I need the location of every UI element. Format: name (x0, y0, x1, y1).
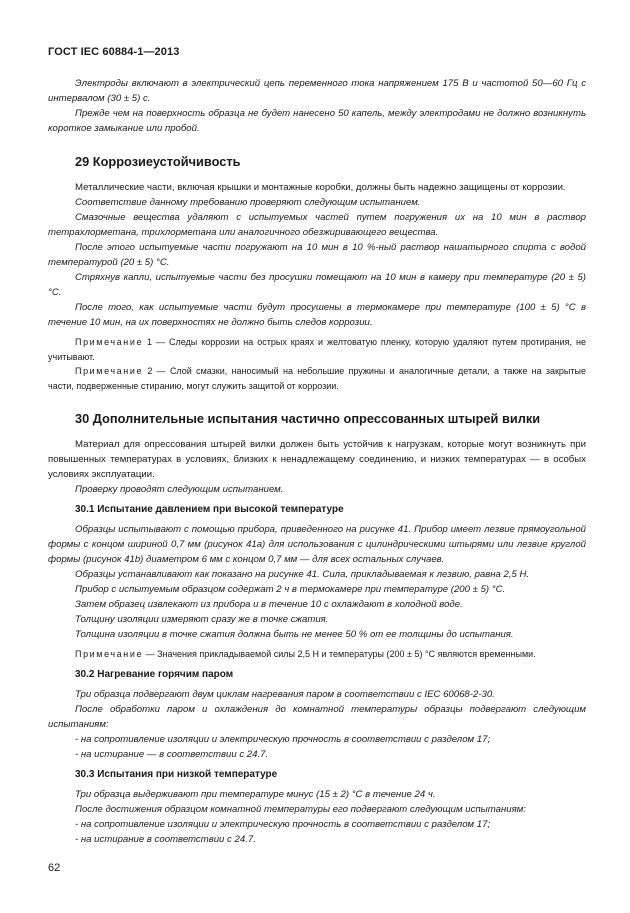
section-30-title: 30 Дополнительные испытания частично опрессованных штырей вилки (75, 411, 541, 426)
paragraph: Стряхнув капли, испытуемые части без просушки помещают на 10 мин в камеру при температуре (20 ± 5) °С. (48, 272, 586, 298)
paragraph: Толщина изоляции в точке сжатия должна быть не менее 50 % от ее толщины до испытания. (75, 629, 514, 640)
paragraph: Прибор с испытуемым образцом содержат 2 ч в термокамере при температуре (200 ± 5) °С. (75, 584, 506, 595)
paragraph: После достижения образцом комнатной температуры его подвергают следующим испытаниям: (75, 803, 526, 815)
note-number: 2 — (147, 366, 166, 376)
paragraph: Металлические части, включая крышки и монтажные коробки, должны быть надежно защищены от коррозии. (75, 182, 566, 193)
list-item: - на сопротивление изоляции и электрическую прочность в соответствии с разделом 17; (75, 733, 491, 745)
note-text: Следы коррозии на острых краях и желтоватую пленку, которую удаляют путем протирания, не учитывают. (48, 337, 586, 362)
note (48, 647, 586, 662)
paragraph: После того, как испытуемые части будут просушены в термокамере при температуре (100 ± 5) °С в течение 10 мин, на их поверхностях не должно быть следов коррозии. (48, 302, 586, 328)
note (48, 364, 586, 393)
section-30-1-title: 30.1 Испытание давлением при высокой температуре (75, 504, 344, 515)
note-text: — Значения прикладываемой силы 2,5 Н и температуры (200 ± 5) °С являются временными. (145, 649, 536, 659)
paragraph: Материал для опрессования штырей вилки должен быть устойчив к нагрузкам, которые могут возникнуть при повышенных температурах в условиях, близких к ненадлежащему соединению, и низких температурах — в особых условиях эксплуатации. (48, 439, 586, 480)
paragraph: Электроды включают в электрический цепь переменного тока напряжением 175 В и частотой 50—60 Гц с интервалом (30 ± 5) с. (48, 78, 586, 104)
page-number: 62 (48, 862, 61, 874)
paragraph: Толщину изоляции измеряют сразу же в точке сжатия. (75, 614, 329, 625)
paragraph: Соответствие данному требованию проверяют следующим испытанием. (75, 197, 421, 208)
note (48, 335, 586, 364)
section-30-3-title: 30.3 Испытания при низкой температуре (75, 768, 278, 780)
paragraph: Три образца выдерживают при температуре минус (15 ± 2) °С в течение 24 ч. (75, 788, 436, 800)
paragraph: Образцы устанавливают как показано на рисунке 41. Сила, прикладываемая к лезвию, равна 2,5 Н. (75, 569, 530, 580)
paragraph: Образцы испытывают с помощью прибора, приведенного на рисунке 41. Прибор имеет лезвие прямоугольной формы с концом шириной 0,7 мм (рисунок 41а) для использования с цилиндрическими штырями или лезвие круглой формы (рисунок 41b) диаметром 6 мм с концом 0,7 мм — для всех остальных случаев. (48, 524, 586, 565)
list-item: - на истирание — в соответствии с 24.7. (75, 748, 269, 760)
document-body (48, 76, 586, 847)
paragraph: После обработки паром и охлаждения до комнатной температуры образцы подвергают следующим испытаниям: (48, 703, 586, 730)
section-30-2-title: 30.2 Нагревание горячим паром (75, 668, 234, 680)
paragraph: Прежде чем на поверхность образца не будет нанесено 50 капель, между электродами не должно возникнуть короткое замыкание или пробой. (48, 108, 586, 134)
section-29-title: 29 Коррозиеустойчивость (75, 154, 241, 169)
list-item: - на сопротивление изоляции и электрическую прочность в соответствии с разделом 17; (75, 818, 491, 830)
note-label: Примечание (75, 337, 144, 347)
list-item: - на истирание в соответствии с 24.7. (75, 833, 256, 845)
paragraph: Три образца подвергают двум циклам нагревания паром в соответствии с IEC 60068-2-30. (75, 688, 495, 700)
paragraph: Затем образец извлекают из прибора и в течение 10 с охлаждают в холодной воде. (75, 599, 463, 610)
note-label: Примечание (75, 649, 144, 659)
paragraph: Смазочные вещества удаляют с испытуемых частей путем погружения их на 10 мин в раствор тетрахлорметана, трихлорметана или аналогичного обезжиривающего вещества. (48, 212, 586, 238)
note-text: Слой смазки, наносимый на небольшие пружины и аналогичные детали, а также на закрытые части, подверженные стиранию, могут служить защитой от коррозии. (48, 366, 586, 391)
note-label: Примечание (75, 366, 144, 376)
note-number: 1 — (147, 337, 166, 347)
paragraph: Проверку проводят следующим испытанием. (75, 484, 284, 495)
document-header: ГОСТ IEC 60884-1—2013 (48, 46, 180, 58)
paragraph: После этого испытуемые части погружают на 10 мин в 10 %-ный раствор нашатырного спирта с водой температурой (20 ± 5) °С. (48, 242, 586, 268)
